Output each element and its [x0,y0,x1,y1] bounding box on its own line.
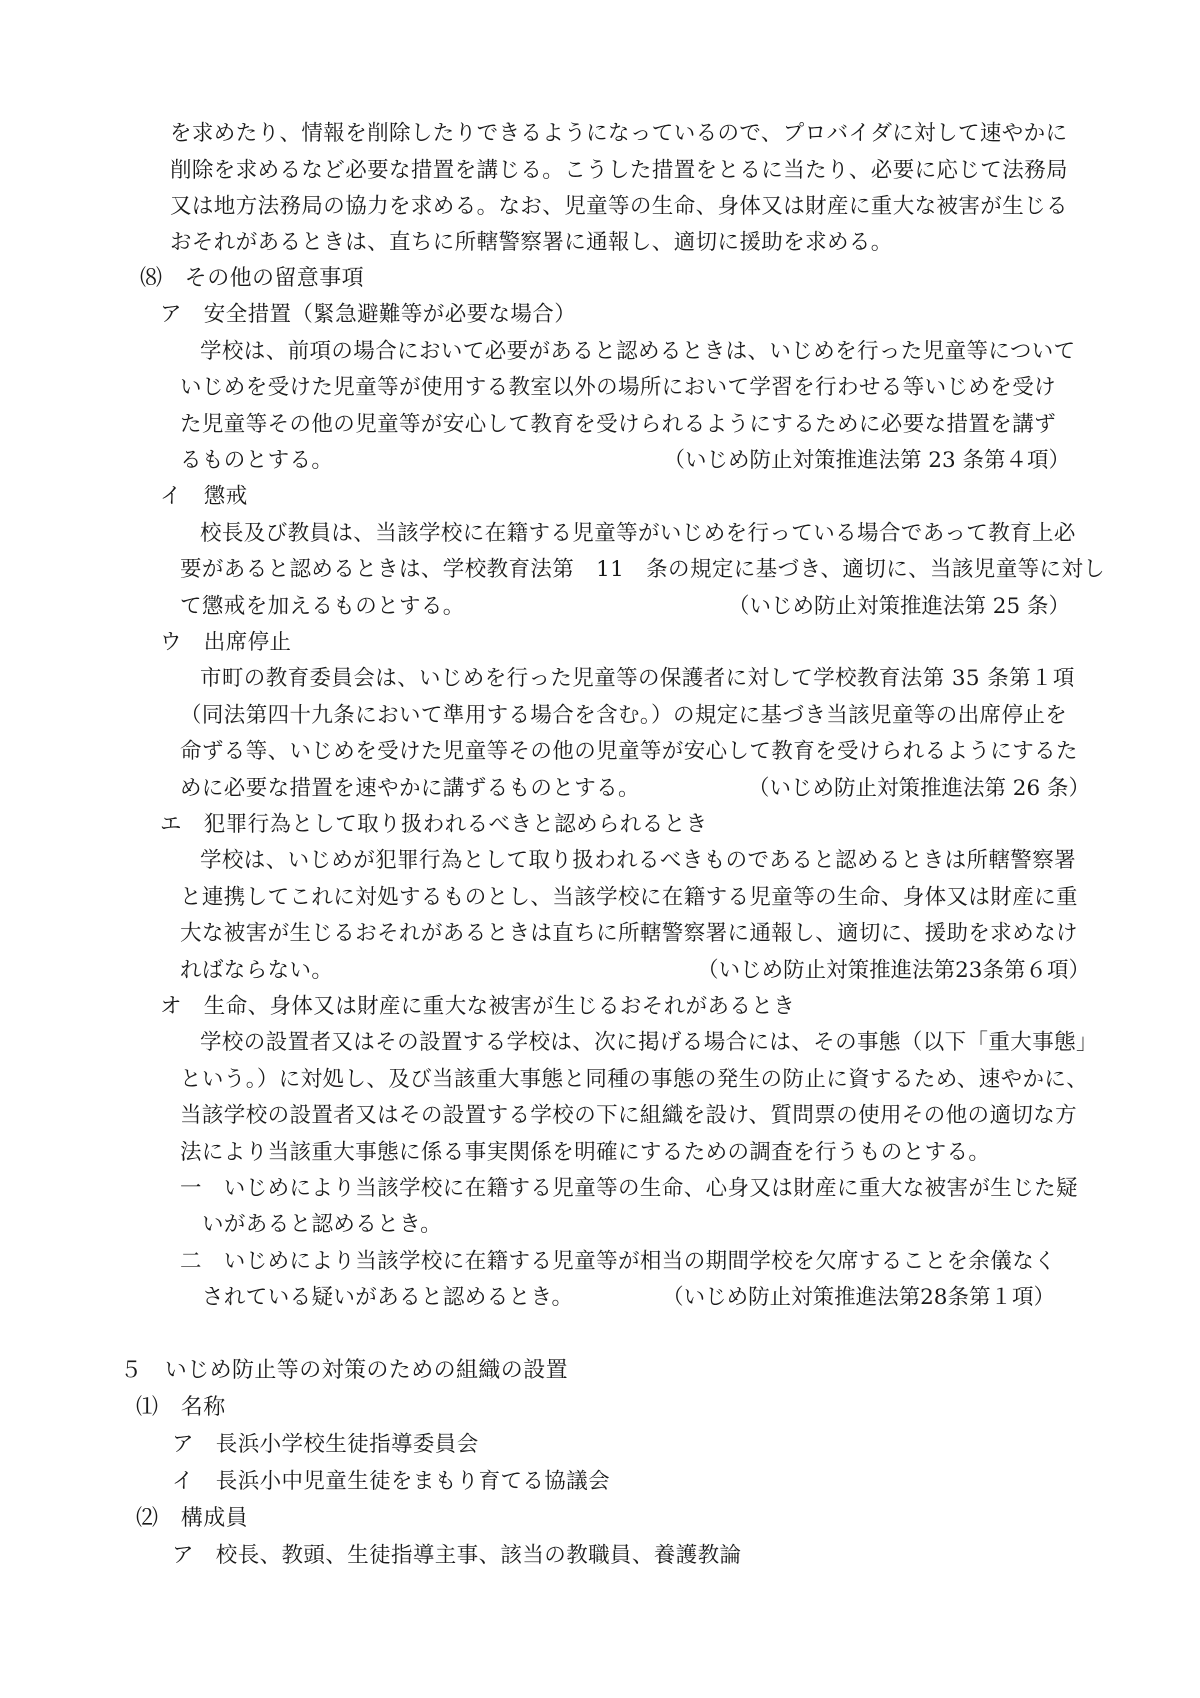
item-u-reference: （いじめ防止対策推進法第 26 条） [747,776,1090,801]
item-u-line-2: （同法第四十九条において準用する場合を含む。）の規定に基づき当該児童等の出席停止を [180,703,1068,728]
item-e-reference: （いじめ防止対策推進法第23条第６項） [697,958,1090,983]
item-o-line-2: という。）に対処し、及び当該重大事態と同種の事態の発生の防止に資するため、速やかに、 [180,1067,1089,1092]
intro-line-3: 又は地方法務局の協力を求める。なお、児童等の生命、身体又は財産に重大な被害が生じる [170,194,1068,219]
item-i-line-3: て懲戒を加えるものとする。 [180,594,465,619]
item-i-reference: （いじめ防止対策推進法第 25 条） [727,594,1070,619]
item-o-reference: （いじめ防止対策推進法第28条第１項） [662,1285,1055,1310]
item-e-line-4: ればならない。 [180,958,334,983]
item-i-line-2: 要があると認めるときは、学校教育法第 11 条の規定に基づき、適切に、当該児童等に対し [180,557,1106,582]
item-o-sub1-line-1: 一 いじめにより当該学校に在籍する児童等の生命、心身又は財産に重大な被害が生じた疑 [180,1176,1078,1201]
item-e-line-2: と連携してこれに対処するものとし、当該学校に在籍する児童等の生命、身体又は財産に重 [180,885,1078,910]
item-o-sub2-line-1: 二 いじめにより当該学校に在籍する児童等が相当の期間学校を欠席することを余儀なく [180,1249,1057,1274]
item-u-line-1: 市町の教育委員会は、いじめを行った児童等の保護者に対して学校教育法第 35 条第１項 [200,666,1075,691]
item-u-title: ウ 出席停止 [160,630,292,655]
item-o-sub2-line-2: されている疑いがあると認めるとき。 [202,1285,574,1310]
item-e-title: エ 犯罪行為として取り扱われるべきと認められるとき [160,812,708,837]
item-o-title: オ 生命、身体又は財産に重大な被害が生じるおそれがあるとき [160,994,796,1019]
item-u-line-3: 命ずる等、いじめを受けた児童等その他の児童等が安心して教育を受けられるようにするた [180,739,1078,764]
item-o-line-4: 法により当該重大事態に係る事実関係を明確にするための調査を行うものとする。 [180,1140,991,1165]
intro-line-1: を求めたり、情報を削除したりできるようになっているので、プロバイダに対して速やかに [170,121,1068,146]
section-5-heading: ５ いじめ防止等の対策のための組織の設置 [120,1358,569,1383]
item-a-title: ア 安全措置（緊急避難等が必要な場合） [160,302,577,327]
section-8-heading: ⑻ その他の留意事項 [140,266,365,291]
item-o-line-1: 学校の設置者又はその設置する学校は、次に掲げる場合には、その事態（以下「重大事態」 [200,1030,1098,1055]
item-a-line-2: いじめを受けた児童等が使用する教室以外の場所において学習を行わせる等いじめを受け [180,375,1057,400]
item-a-line-3: た児童等その他の児童等が安心して教育を受けられるようにするために必要な措置を講ず [180,412,1057,437]
item-i-title: イ 懲戒 [160,484,248,509]
item-i-line-1: 校長及び教員は、当該学校に在籍する児童等がいじめを行っている場合であって教育上必 [200,521,1076,546]
intro-line-2: 削除を求めるなど必要な措置を講じる。こうした措置をとるに当たり、必要に応じて法務局 [170,158,1068,183]
section-5-sub1-item-2: イ 長浜小中児童生徒をまもり育てる協議会 [172,1469,611,1494]
section-5-sub2-heading: ⑵ 構成員 [136,1506,249,1531]
item-e-line-1: 学校は、いじめが犯罪行為として取り扱われるべきものであると認めるときは所轄警察署 [200,848,1077,873]
item-a-reference: （いじめ防止対策推進法第 23 条第４項） [663,448,1070,473]
section-5-sub1-heading: ⑴ 名称 [136,1395,226,1420]
item-o-line-3: 当該学校の設置者又はその設置する学校の下に組織を設け、質問票の使用その他の適切な方 [180,1103,1078,1128]
intro-line-4: おそれがあるときは、直ちに所轄警察署に通報し、適切に援助を求める。 [170,230,893,255]
item-a-line-4: るものとする。 [180,448,334,473]
section-5-sub2-item-1: ア 校長、教頭、生徒指導主事、該当の教職員、養護教論 [172,1543,742,1568]
item-e-line-3: 大な被害が生じるおそれがあるときは直ちに所轄警察署に通報し、適切に、援助を求めなけ [180,921,1078,946]
item-u-line-4: めに必要な措置を速やかに講ずるものとする。 [180,776,640,801]
section-5-sub1-item-1: ア 長浜小学校生徒指導委員会 [172,1432,479,1457]
item-a-line-1: 学校は、前項の場合において必要があると認めるときは、いじめを行った児童等について [200,339,1076,364]
item-o-sub1-line-2: いがあると認めるとき。 [202,1212,443,1237]
